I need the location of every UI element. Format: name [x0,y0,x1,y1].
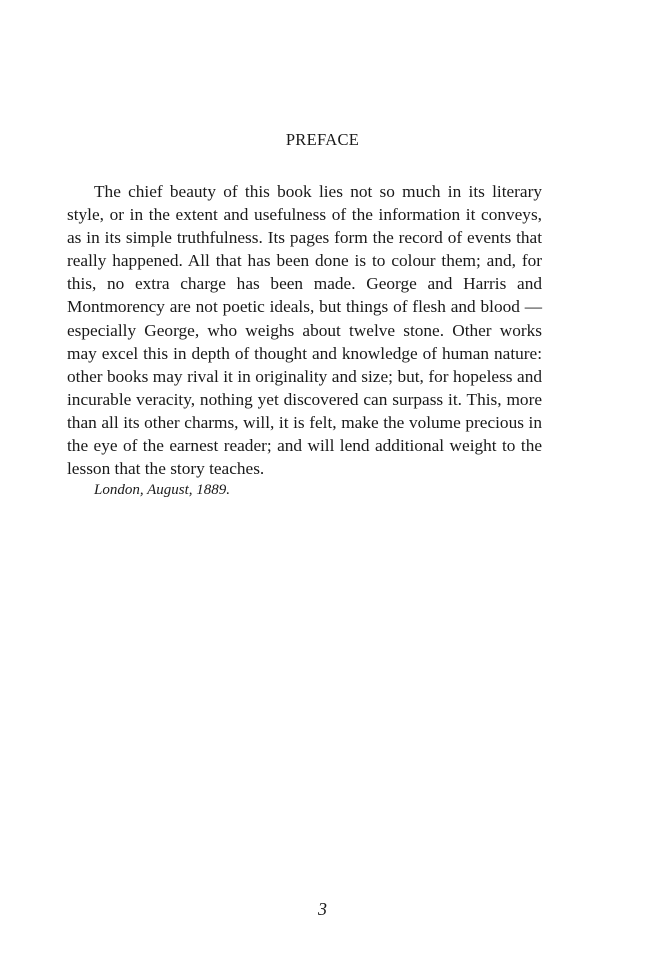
preface-paragraph: The chief beauty of this book lies not so much in its literary style, or in the extent and usefulness of the information it conveys, as in its simple truthfulness. Its pages form the record of events that really happened. All that has been done is to colour them; and, for this, no extra charge has been made. George and Harris and Montmorency are not poetic ideals, but things of flesh and blood — especially George, who weighs about twelve stone. Other works may excel this in depth of thought and knowledge of human nature: other books may rival it in originality and size; but, for hopeless and incurable veracity, nothing yet discovered can surpass it. This, more than all its other charms, will, it is felt, make the volume precious in the eye of the earnest reader; and will lend additional weight to the lesson that the story teaches. [67,182,542,479]
place-date-signature: London, August, 1889. [94,482,230,498]
page-number: 3 [318,899,327,919]
page-title: PREFACE [285,130,360,149]
